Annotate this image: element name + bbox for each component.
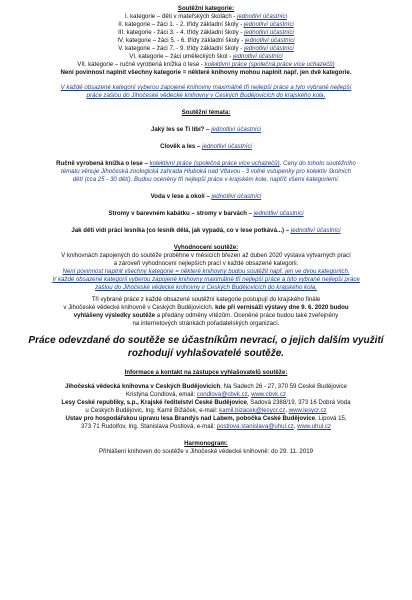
contact-separator: , (293, 423, 298, 430)
theme-3 (8, 160, 404, 168)
contacts-heading: Informace a kontakt na zástupce vyhlašovatelů soutěže: (124, 369, 288, 376)
announcement-note: V každé obsazené kategorii vyberou zapojené knihovny maximálně tři nejlepší práce a tyto vybrané nejlepší práce (52, 276, 360, 283)
category-label: VII. kategorie – ručně vyrobená knížka o lese - (77, 61, 205, 68)
category-note: kolektivní práce (společná práce více uchazečů) (204, 61, 335, 68)
category-item (8, 37, 404, 45)
contact-web-link[interactable]: www.cbvk.cz (251, 391, 286, 398)
contact-email-link[interactable]: kamil.bizacek@lesycr.cz (219, 407, 286, 414)
contact-org: Lesy České republiky, s.p., Krajské ředitelství České Budějovice (61, 399, 247, 406)
category-note: jednotliví účastníci (243, 21, 294, 28)
theme-title: Jak děti vidí práci lesníka (co lesník dělá, jak vypadá, co v lese potkává...) – (71, 227, 291, 234)
category-item (8, 29, 404, 37)
category-label: VI. kategorie – žáci uměleckých škol - (129, 53, 233, 60)
schedule-heading: Harmonogram: (184, 440, 228, 447)
category-item (8, 53, 404, 61)
contact-org: Ústav pro hospodářskou úpravu lesa Brandýs nad Labem, pobočka České Budějovice (65, 415, 316, 422)
theme-3-text: dětí (cca 25 - 30 dětí). Budou oceněny tři nejlepší práce v krajském kole, napříč všemi kategoriemi. (72, 176, 340, 183)
theme-6 (8, 227, 404, 235)
category-label: III. kategorie - žáci 3. - 4. třídy základní školy - (118, 29, 245, 36)
category-note: jednotliví účastníci (232, 53, 283, 60)
contact-email-link[interactable]: postlova.stanislava@uhul.cz (216, 423, 294, 430)
category-note: jednotliví účastníci (243, 45, 294, 52)
contact-address: , Na Sadech 26 - 27, 370 59 České Budějovice (220, 383, 347, 390)
theme-note: jednotliví účastníci (211, 193, 262, 200)
theme-1 (8, 126, 404, 134)
theme-title: Ručně vyrobená knížka o lese – (56, 160, 150, 167)
contact-line (8, 383, 404, 391)
category-item (8, 61, 404, 69)
contact-person: u Českých Budějovic, Ing. Kamil Bížáček, e-mail: (85, 407, 220, 414)
categories-notice: Není povinnost naplnit všechny kategorie = některé knihovny mohou naplnit např. jen dvě kategorie. (60, 69, 352, 76)
contact-address: , Lipová 15, (315, 415, 347, 422)
contact-person: Kristýna Čondlová, email: (126, 391, 197, 398)
selection-line: práce zašlou do Jihočeské vědecké knihovny v Českých Budějovicích do krajského kola. (86, 92, 326, 99)
theme-5 (8, 210, 404, 218)
theme-title: Stromy v barevném kabátku – stromy v barvách – (108, 210, 254, 217)
contact-line (8, 391, 404, 399)
category-note: jednotliví účastníci (244, 29, 294, 36)
theme-note: jednotliví účastníci (202, 143, 252, 150)
category-label: II. kategorie – žáci 1. - 2. třídy základní školy - (118, 21, 244, 28)
contact-web-link[interactable]: www.uhul.cz (297, 423, 331, 430)
theme-4 (8, 193, 404, 201)
categories-heading: Soutěžní kategorie: (177, 5, 235, 12)
category-item (8, 13, 404, 21)
announcement-note: Není povinnost naplnit všechny kategorie = některé knihovny budou soutěžit např. jen ve dvou kategoriích. (62, 268, 350, 275)
theme-note: jednotliví účastníci (290, 227, 341, 234)
category-label: V. kategorie – žáci 7. - 9. třídy základní školy - (118, 45, 244, 52)
themes-heading: Soutěžní témata: (181, 109, 231, 116)
contact-person: 373 71 Rudolfov, Ing. Stanislava Postlová, e-mail: (81, 423, 217, 430)
announcement-text: V knihovnách zapojených do soutěže proběhne v měsících březen až duben 2020 výstava výtvarných prací (61, 252, 351, 259)
category-label: I. kategorie – děti v mateřských školách - (125, 13, 238, 20)
theme-title: Voda v lese a okolí – (150, 193, 212, 200)
schedule-text: Přihlášení knihoven do soutěže v Jihočeské vědecké knihovně: do 29. 11. 2019 (99, 448, 313, 455)
announcement-text: a zároveň vyhodnocení nejlepších prací v každé obsazené kategorii. (113, 260, 299, 267)
theme-text: . Ceny do tohoto soutěžního (279, 160, 356, 167)
announcement-text (8, 312, 404, 320)
category-note: jednotliví účastníci (244, 37, 295, 44)
theme-title: Jaký les se Ti líbí? – (151, 126, 212, 133)
announcement-part-bold: kde při vernisáži výstavy dne 9. 6. 2020 budou (215, 304, 349, 311)
theme-2 (8, 143, 404, 151)
contact-address: , Sadová 2388/19, 373 16 Dobrá Voda (246, 399, 351, 406)
theme-title: Člověk a les – (160, 143, 203, 150)
announcement-text (8, 304, 404, 312)
theme-3-text: tématu věnuje Jihočeská zoologická zahrada Hluboká nad Vltavou - 3 volné vstupenky pro kolektiv školních (61, 168, 351, 175)
warning-text: Práce odevzdané do soutěže se účastníkům nevrací, o jejich dalším využití (28, 335, 384, 346)
category-label: IV. kategorie – žáci 5. - 6. třídy základní školy - (117, 37, 245, 44)
selection-line: V každé obsazené kategorii vyberou zapojené knihovny maximálně tři nejlepší práce a tyto vybrané nejlepší (60, 84, 352, 91)
category-note: jednotliví účastníci (237, 13, 287, 20)
contact-line (8, 399, 404, 407)
contact-web-link[interactable]: www.lesycr.cz (288, 407, 327, 414)
announcement-text: Tři vybrané práce z každé obsazené soutěžní kategorie postupují do krajského finále (91, 296, 321, 303)
contact-line (8, 415, 404, 423)
category-item (8, 21, 404, 29)
announcement-part-bold: vyhlášeny výsledky soutěže (73, 312, 156, 319)
contact-email-link[interactable]: condlova@cbvk.cz (196, 391, 248, 398)
announcement-text: na internetových stránkách pořadatelských organizací. (132, 320, 280, 327)
contact-line (8, 407, 404, 415)
announcement-note: zašlou do Jihočeské vědecké knihovny v Českých Budějovicích do krajského kola. (95, 284, 317, 291)
theme-note: kolektivní práce (společná práce více uchazečů) (149, 160, 280, 167)
contact-org: Jihočeská vědecká knihovna v Českých Budějovicích (65, 383, 221, 390)
announcement-heading: Vyhodnocení soutěže: (173, 244, 239, 251)
contact-separator: , (247, 391, 252, 398)
warning-text: rozhodují vyhlašovatelé soutěže. (127, 347, 285, 359)
category-item (8, 45, 404, 53)
announcement-part: a předány odměny vítězům. Oceněné práce budou také zveřejněny (155, 312, 339, 319)
contact-line (8, 423, 404, 431)
announcement-part: v Jihočeské vědecké knihovně v Českých Budějovicích, (63, 304, 216, 311)
contact-separator: , (285, 407, 289, 414)
theme-note: jednotliví účastníci (253, 210, 304, 217)
theme-note: jednotliví účastníci (211, 126, 261, 133)
